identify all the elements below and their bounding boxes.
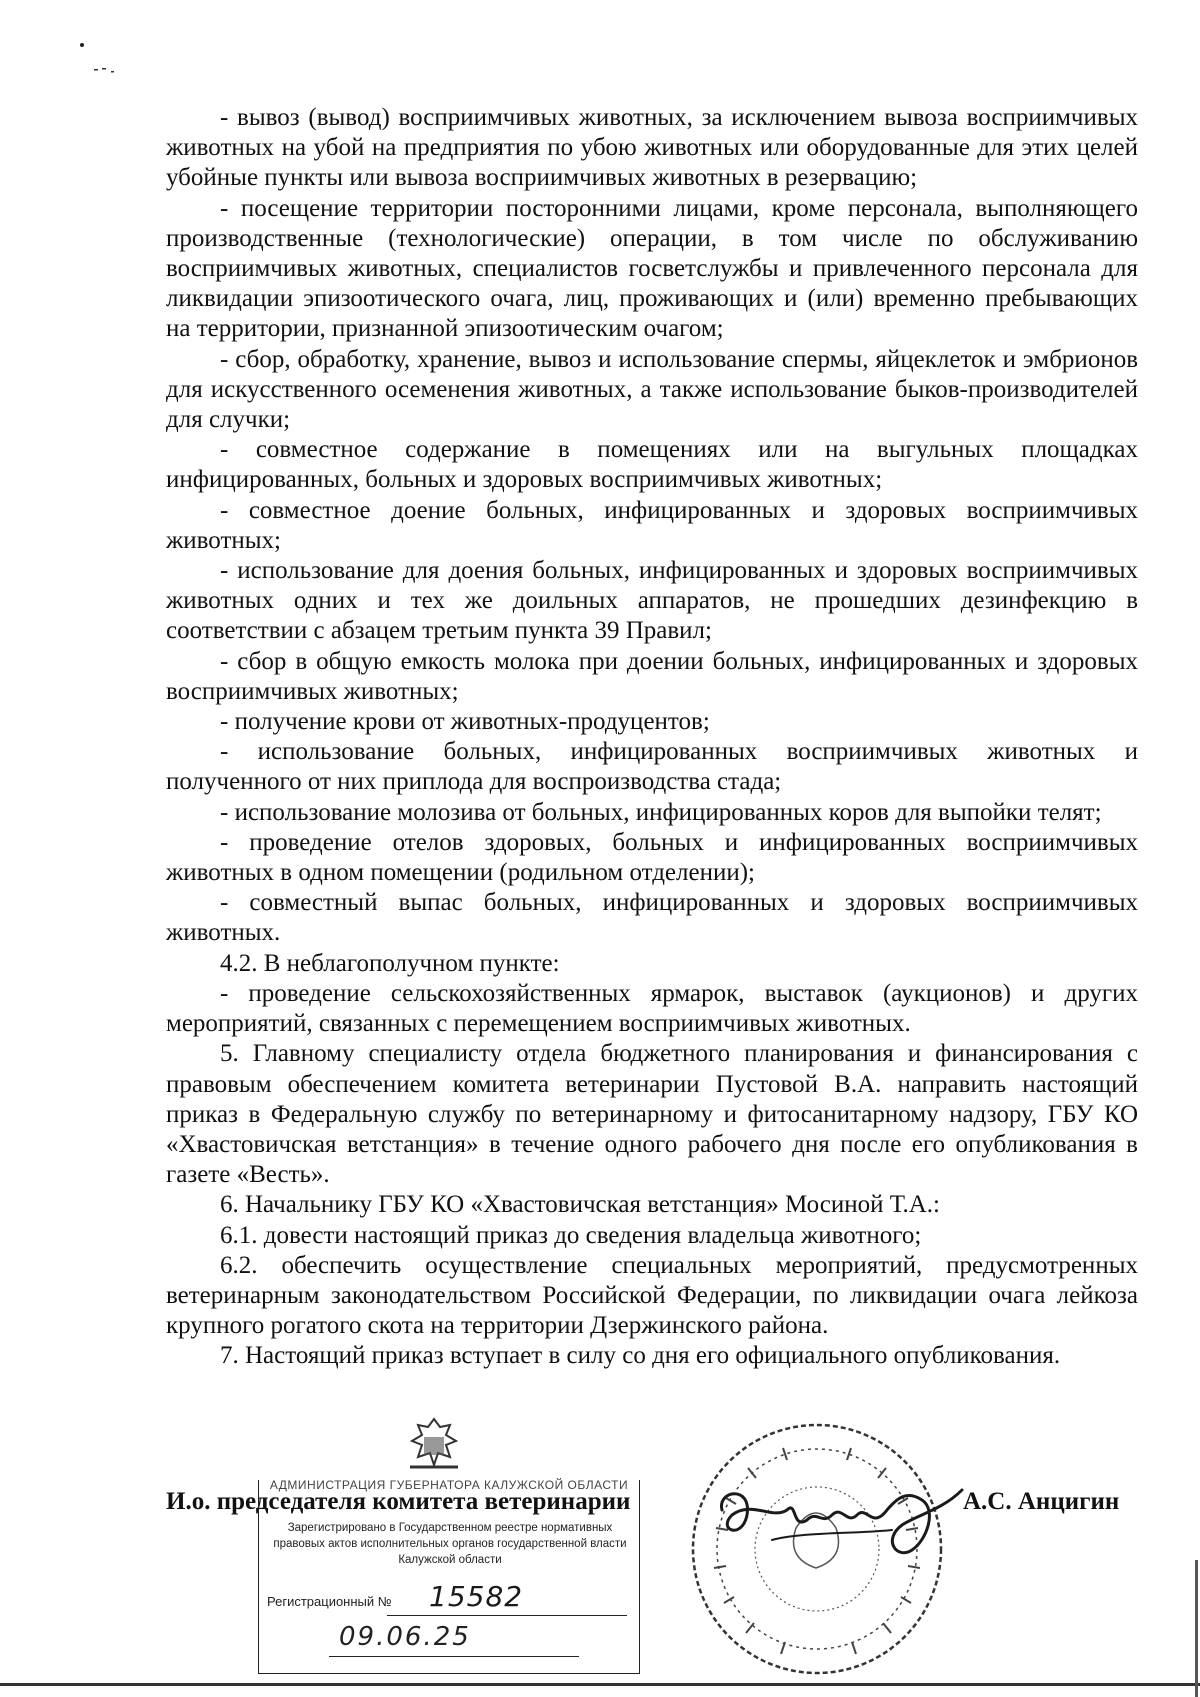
paragraph: - посещение территории посторонними лицами, кроме персонала, выполняющего производственные (технологические) операции, в том числе по обслуживанию восприимчивых животных, специалистов госветслужбы и привлеченного персонала для ликвидации эпизоотического очага, лиц, проживающих и (или) временно пребывающих на территории, признанной эпизоотическим очагом; [166, 194, 1138, 343]
paragraph: - вывоз (вывод) восприимчивых животных, за исключением вывоза восприимчивых животных на убой на предприятия по убою животных или оборудованные для этих целей убойные пункты или вывоза восприимчивых животных в резервацию; [166, 104, 1138, 192]
paragraph: 6.1. довести настоящий приказ до сведения владельца животного; [220, 1221, 922, 1249]
paragraph: 6.2. обеспечить осуществление специальных мероприятий, предусмотренных ветеринарным законодательством Российской Федерации, по ликвидации очага лейкоза крупного рогатого скота на территории Дзержинского района. [166, 1251, 1138, 1340]
signatory-name: А.С. Анцигин [963, 1488, 1120, 1515]
divider [0, 1683, 1200, 1686]
paragraph: 4.2. В неблагополучном пункте: [220, 949, 560, 977]
divider [387, 1615, 627, 1616]
paragraph: 5. Главному специалисту отдела бюджетного планирования и финансирования с правовым обеспечением комитета ветеринарии Пустовой В.А. направить настоящий приказ в Федеральную службу по ветеринарному и фитосанитарному надзору, ГБУ КО «Хвастовичская ветстанция» в течение одного рабочего дня после его опубликования в газете «Весть». [166, 1040, 1138, 1189]
paragraph: - совместное доение больных, инфицированных и здоровых восприимчивых животных; [166, 496, 1138, 554]
divider [329, 1656, 579, 1657]
stamp-header: АДМИНИСТРАЦИЯ ГУБЕРНАТОРА КАЛУЖСКОЙ ОБЛАСТИ [269, 1478, 629, 1492]
signatory-role: И.о. председателя комитета ветеринарии [166, 1488, 631, 1515]
registration-date: 09.06.25 [339, 1622, 471, 1652]
coat-of-arms-icon [404, 1415, 464, 1475]
paragraph: 7. Настоящий приказ вступает в силу со дня его официального опубликования. [220, 1342, 1061, 1370]
paragraph: - получение крови от животных-продуцентов; [220, 708, 710, 736]
paragraph: - совместное содержание в помещениях или на выгульных площадках инфицированных, больных и здоровых восприимчивых животных; [166, 436, 1138, 494]
paragraph: - использование молозива от больных, инфицированных коров для выпойки телят; [220, 798, 1102, 826]
stamp-text: Зарегистрировано в Государственном реестре нормативных правовых актов исполнительных органов государственной власти Калужской области [273, 1522, 627, 1566]
paragraph: - совместный выпас больных, инфицированных и здоровых восприимчивых животных. [166, 889, 1138, 947]
paragraph: - проведение сельскохозяйственных ярмарок, выставок (аукционов) и других мероприятий, связанных с перемещением восприимчивых животных. [166, 979, 1138, 1038]
paragraph: - проведение отелов здоровых, больных и инфицированных восприимчивых животных в одном помещении (родильном отделении); [166, 828, 1138, 887]
registration-number-label: Регистрационный № [267, 1594, 392, 1609]
registration-number: 15582 [429, 1580, 524, 1613]
paragraph: - использование для доения больных, инфицированных и здоровых восприимчивых животных одних и тех же доильных аппаратов, не прошедших дезинфекцию в соответствии с абзацем третьим пункта 39 Правил; [166, 557, 1138, 645]
handwritten-signature [712, 1470, 972, 1580]
paragraph: 6. Начальнику ГБУ КО «Хвастовичская ветстанция» Мосиной Т.А.: [220, 1191, 941, 1219]
paragraph: - сбор, обработку, хранение, вывоз и использование спермы, яйцеклеток и эмбрионов для искусственного осеменения животных, а также использование быков-производителей для случки; [166, 345, 1138, 434]
paragraph: - сбор в общую емкость молока при доении больных, инфицированных и здоровых восприимчивых животных; [166, 647, 1138, 705]
scan-artifact [1195, 1560, 1198, 1697]
paragraph: - использование больных, инфицированных восприимчивых животных и полученного от них приплода для воспроизводства стада; [166, 738, 1138, 796]
registration-stamp [258, 1480, 640, 1674]
